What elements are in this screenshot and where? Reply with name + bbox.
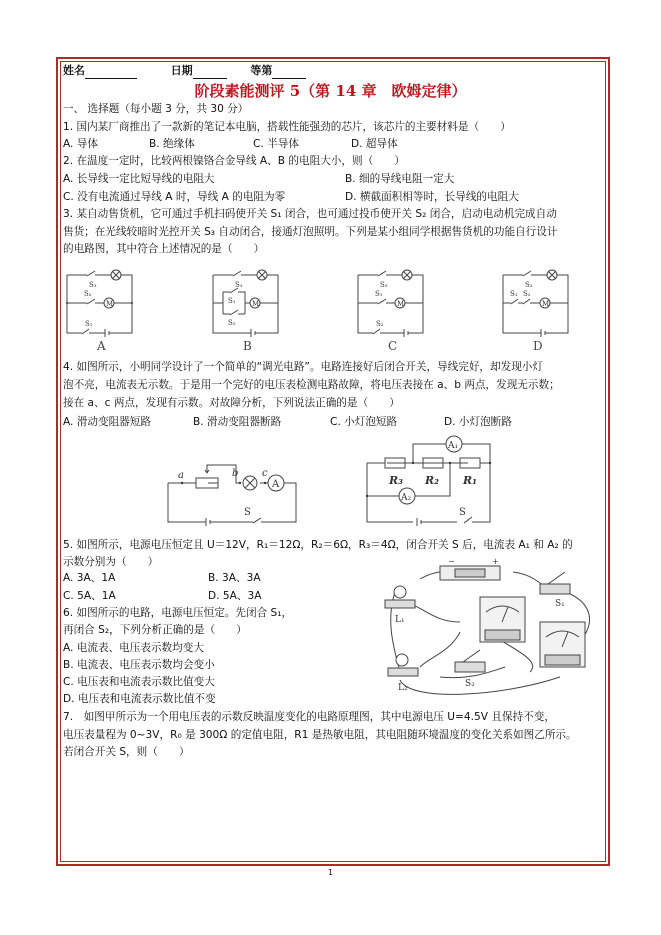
svg-text:S₁: S₁	[555, 599, 565, 609]
svg-text:b: b	[232, 468, 239, 479]
q5-option-c: C. 5A、1A	[63, 590, 116, 602]
q2-option-a: A. 长导线一定比短导线的电阻大	[63, 173, 215, 185]
svg-text:S₁: S₁	[375, 290, 383, 298]
svg-text:S₂: S₂	[523, 290, 531, 298]
q3-label-a: A	[97, 339, 106, 353]
date-label: 日期	[170, 64, 193, 77]
q3-circuit-c	[358, 270, 424, 336]
svg-text:A₁: A₁	[448, 441, 459, 451]
q3-circuit-a	[67, 270, 133, 336]
svg-text:M: M	[542, 300, 550, 308]
q3-circuit-d	[503, 270, 569, 336]
svg-text:a: a	[178, 470, 184, 481]
q4-stem-line2: 泡不亮，电流表无示数。于是用一个完好的电压表检测电路故障，将电压表接在 a、b 两点，发现无示数；	[63, 379, 560, 391]
svg-text:+: +	[492, 557, 499, 566]
svg-text:S₃: S₃	[380, 281, 388, 289]
q2-option-b: B. 细的导线电阻一定大	[345, 173, 455, 185]
svg-text:S₂: S₂	[376, 320, 384, 328]
q6-stem-line1: 6. 如图所示的电路，电源电压恒定。先闭合 S₁，	[63, 607, 293, 619]
section-heading: 一、 选择题（每小题 3 分，共 30 分）	[63, 103, 249, 115]
q4-stem-line3: 接在 a、c 两点，发现有示数。对故障分析，下列说法正确的是（ ）	[63, 397, 400, 409]
student-info-header	[63, 63, 306, 79]
svg-text:S₃: S₃	[235, 281, 243, 289]
q3-stem-line3: 的电路图，其中符合上述情况的是（ ）	[63, 243, 265, 255]
q7-stem-line1: 7. 如图甲所示为一个用电压表的示数反映温度变化的电路原理图，其中电源电压 U=4.5V 且保持不变，	[63, 711, 555, 723]
svg-text:c: c	[262, 468, 268, 479]
q6-physical-circuit	[380, 557, 605, 702]
q3-stem-line1: 3. 某自动售货机，它可通过手机扫码使开关 S₁ 闭合，也可通过投币使开关 S₂ 闭合，启动电动机完成自动	[63, 208, 557, 220]
q5-option-a: A. 3A、1A	[63, 572, 116, 584]
grade-label: 等第	[250, 64, 273, 77]
q5-resistor-circuit	[367, 440, 493, 524]
name-field[interactable]	[85, 67, 137, 79]
svg-text:M: M	[252, 300, 260, 308]
date-field[interactable]	[193, 67, 227, 79]
q6-option-c: C. 电压表和电流表示数比值变大	[63, 676, 215, 688]
q4-dimmer-circuit	[168, 462, 298, 526]
svg-text:L₁: L₁	[395, 615, 405, 625]
q3-stem-line2: 售货；在光线较暗时光控开关 S₃ 自动闭合，接通灯泡照明。下列是某小组同学根据售货机的功能自行设计	[63, 226, 558, 238]
q5-option-b: B. 3A、3A	[208, 572, 261, 584]
svg-text:S₃: S₃	[89, 281, 97, 289]
q6-option-a: A. 电流表、电压表示数均变大	[63, 642, 204, 654]
q6-option-b: B. 电流表、电压表示数均会变小	[63, 659, 215, 671]
q2-stem: 2. 在温度一定时，比较两根镍铬合金导线 A、B 的电阻大小，则（ ）	[63, 155, 405, 167]
svg-text:S₂: S₂	[84, 290, 92, 298]
q2-option-c: C. 没有电流通过导线 A 时，导线 A 的电阻为零	[63, 191, 286, 203]
q6-option-d: D. 电压表和电流表示数比值不变	[63, 693, 216, 705]
q4-option-c: C. 小灯泡短路	[330, 416, 398, 428]
page-title: 阶段素能测评 5（第 14 章 欧姆定律）	[194, 82, 467, 100]
svg-text:S₁: S₁	[510, 290, 518, 298]
svg-text:S: S	[244, 507, 251, 518]
svg-text:M: M	[106, 300, 114, 308]
grade-field[interactable]	[272, 67, 306, 79]
svg-text:S₂: S₂	[465, 679, 475, 689]
q7-stem-line3: 若闭合开关 S，则（ ）	[63, 746, 190, 758]
switch-s2-icon	[455, 662, 485, 672]
lamp-l2-icon	[388, 668, 418, 676]
q4-option-b: B. 滑动变阻器断路	[193, 416, 282, 428]
svg-text:S₃: S₃	[525, 281, 533, 289]
svg-text:A₂: A₂	[401, 493, 412, 503]
q3-label-c: C	[388, 339, 398, 353]
q3-label-d: D	[533, 339, 543, 353]
q2-option-d: D. 横截面积相等时，长导线的电阻大	[345, 191, 519, 203]
svg-text:S₁: S₁	[85, 320, 93, 328]
q3-circuit-b	[213, 270, 279, 336]
q7-stem-line2: 电压表量程为 0~3V，R₀ 是 300Ω 的定值电阻，R1 是热敏电阻，其电阻随环境温度的变化关系如图乙所示。	[63, 729, 577, 741]
svg-text:A: A	[272, 479, 280, 490]
name-label: 姓名	[63, 64, 85, 77]
page-number: 1	[327, 868, 334, 877]
svg-text:−: −	[448, 557, 455, 566]
svg-text:S: S	[459, 507, 466, 518]
q1-option-b: B. 绝缘体	[149, 138, 195, 150]
svg-text:S₂: S₂	[228, 319, 236, 327]
q1-stem: 1. 国内某厂商推出了一款新的笔记本电脑，搭载性能强劲的芯片，该芯片的主要材料是（ ）	[63, 121, 511, 133]
q5-stem-line2: 示数分别为（ ）	[63, 556, 159, 568]
svg-text:R₂: R₂	[425, 474, 439, 487]
svg-text:M: M	[397, 300, 405, 308]
q4-option-a: A. 滑动变阻器短路	[63, 416, 151, 428]
q1-option-d: D. 超导体	[351, 138, 398, 150]
svg-text:R₃: R₃	[389, 474, 403, 487]
q4-stem-line1: 4. 如图所示，小明同学设计了一个简单的“调光电路”。电路连接好后闭合开关，导线完好，却发现小灯	[63, 361, 543, 373]
q1-option-a: A. 导体	[63, 138, 98, 150]
q5-option-d: D. 5A、3A	[208, 590, 262, 602]
q3-label-b: B	[243, 339, 252, 353]
svg-text:R₁: R₁	[463, 474, 477, 487]
svg-text:L₂: L₂	[398, 683, 408, 693]
q4-option-d: D. 小灯泡断路	[444, 416, 512, 428]
q5-stem-line1: 5. 如图所示，电源电压恒定且 U＝12V，R₁＝12Ω，R₂＝6Ω，R₃＝4Ω，闭合开关 S 后，电流表 A₁ 和 A₂ 的	[63, 539, 573, 551]
q6-stem-line2: 再闭合 S₂，下列分析正确的是（ ）	[63, 624, 247, 636]
q1-option-c: C. 半导体	[253, 138, 299, 150]
svg-text:S₁: S₁	[228, 297, 236, 305]
lamp-l1-icon	[385, 600, 415, 608]
switch-s1-icon	[540, 584, 570, 594]
